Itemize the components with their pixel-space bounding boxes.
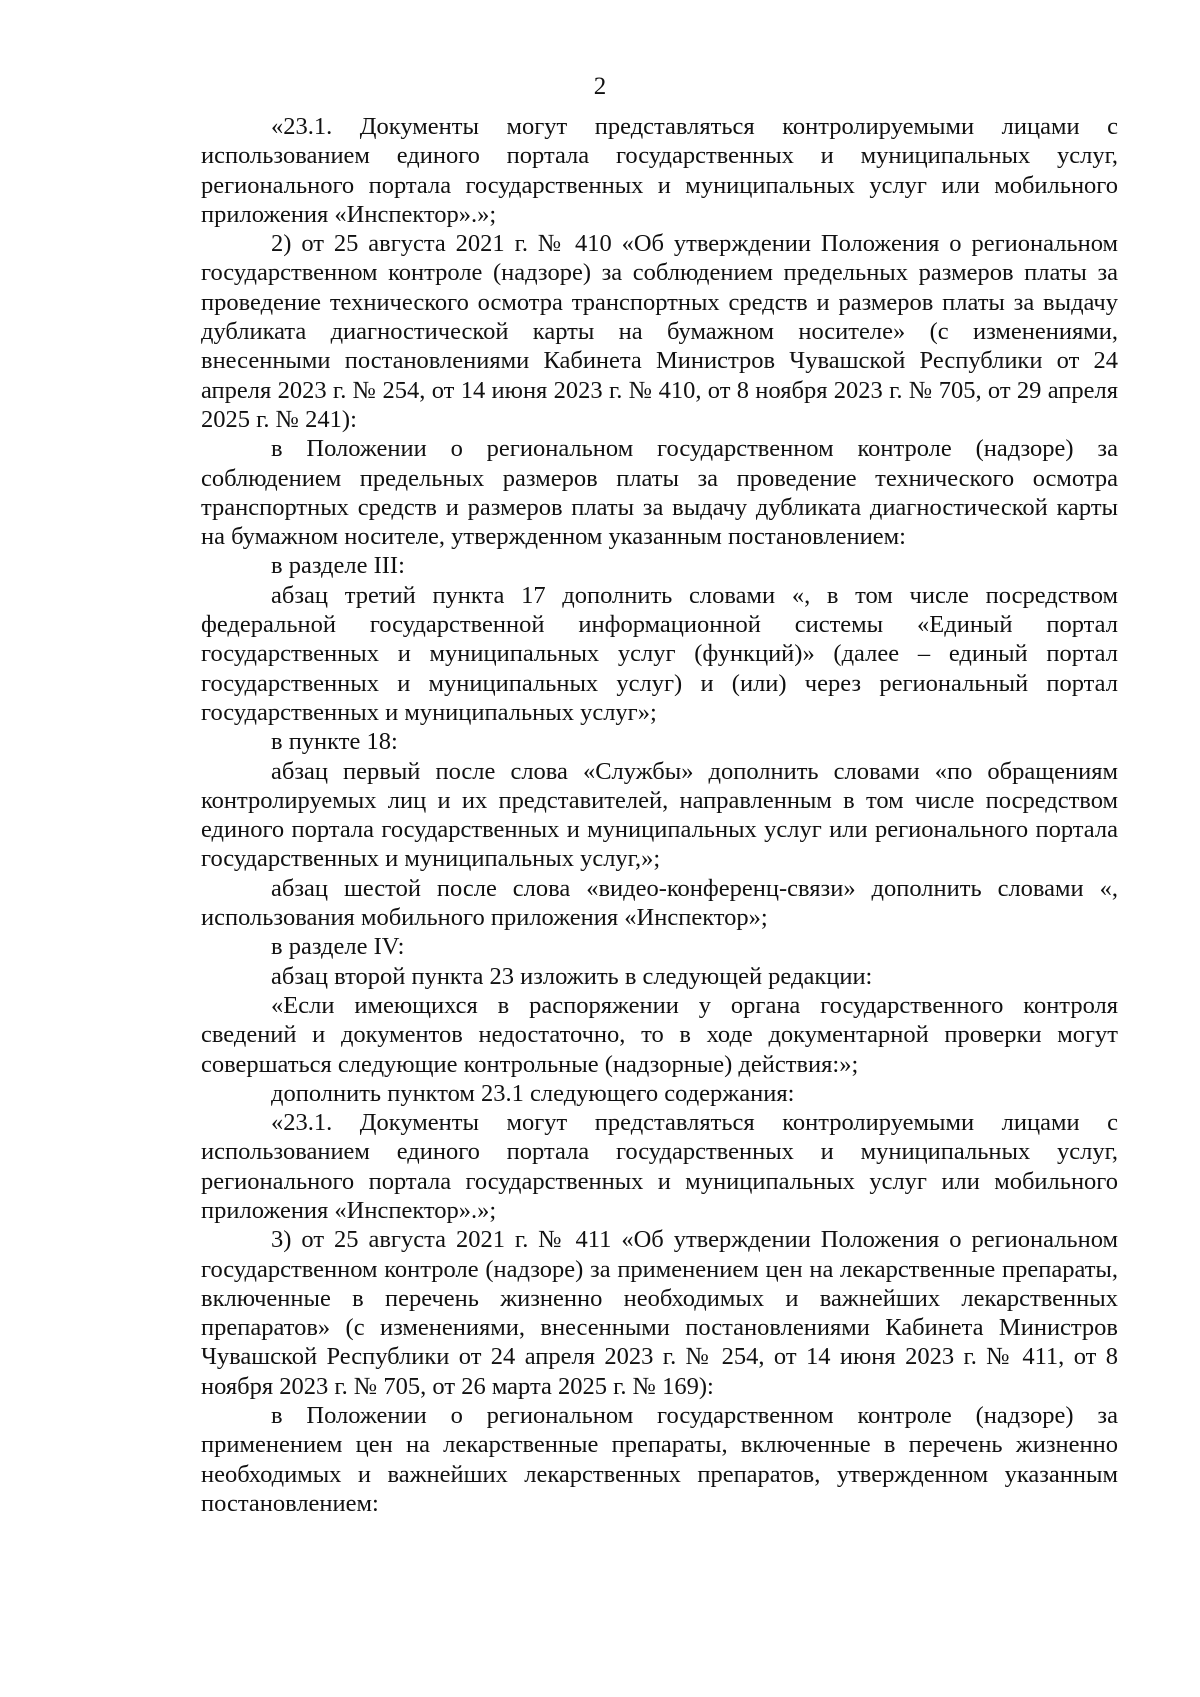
paragraph: дополнить пунктом 23.1 следующего содержания: [271, 1079, 795, 1107]
paragraph: 3) от 25 августа 2021 г. № 411 «Об утверждении Положения о региональном государственном контроле (надзоре) за применением цен на лекарственные препараты, включенные в перечень жизненно необходимых и важнейших лекарственных препаратов» (с изменениями, внесенными постановлениями Кабинета Министров Чувашской Республики от 24 апреля 2023 г. № 254, от 14 июня 2023 г. № 411, от 8 ноября 2023 г. № 705, от 26 марта 2025 г. № 169): [201, 1226, 1118, 1400]
paragraph: абзац второй пункта 23 изложить в следующей редакции: [271, 962, 873, 990]
page-number: 2 [593, 73, 607, 100]
paragraph: в пункте 18: [271, 728, 398, 756]
paragraph: 2) от 25 августа 2021 г. № 410 «Об утверждении Положения о региональном государственном контроле (надзоре) за соблюдением предельных размеров платы за проведение технического осмотра транспортных средств и размеров платы за выдачу дубликата диагностической карты на бумажном носителе» (с изменениями, внесенными постановлениями Кабинета Министров Чувашской Республики от 24 апреля 2023 г. № 254, от 14 июня 2023 г. № 410, от 8 ноября 2023 г. № 705, от 29 апреля 2025 г. № 241): [201, 230, 1118, 433]
paragraph: в разделе III: [271, 552, 405, 580]
paragraph: абзац третий пункта 17 дополнить словами «, в том числе посредством федеральной государственной информационной системы «Единый портал государственных и муниципальных услуг (функций)» (далее – единый портал государственных и муниципальных услуг) и (или) через региональный портал государственных и муниципальных услуг»; [201, 581, 1118, 726]
paragraph: абзац первый после слова «Службы» дополнить словами «по обращениям контролируемых лиц и их представителей, направленным в том числе посредством единого портала государственных и муниципальных услуг или регионального портала государственных и муниципальных услуг,»; [201, 757, 1118, 873]
paragraph: «23.1. Документы могут представляться контролируемыми лицами с использованием единого портала государственных и муниципальных услуг, регионального портала государственных и муниципальных услуг или мобильного приложения «Инспектор».»; [201, 1109, 1118, 1224]
paragraph: «Если имеющихся в распоряжении у органа государственного контроля сведений и документов недостаточно, то в ходе документарной проверки могут совершаться следующие контрольные (надзорные) действия:»; [201, 991, 1118, 1078]
paragraph: в Положении о региональном государственном контроле (надзоре) за соблюдением предельных размеров платы за проведение технического осмотра транспортных средств и размеров платы за выдачу дубликата диагностической карты на бумажном носителе, утвержденном указанным постановлением: [201, 435, 1118, 551]
paragraph: в разделе IV: [271, 933, 405, 961]
paragraph: «23.1. Документы могут представляться контролируемыми лицами с использованием единого портала государственных и муниципальных услуг, регионального портала государственных и муниципальных услуг или мобильного приложения «Инспектор».»; [201, 113, 1118, 228]
document-body [201, 112, 1118, 1518]
paragraph: в Положении о региональном государственном контроле (надзоре) за применением цен на лекарственные препараты, включенные в перечень жизненно необходимых и важнейших лекарственных препаратов, утвержденном указанным постановлением: [201, 1402, 1118, 1517]
paragraph: абзац шестой после слова «видео-конференц-связи» дополнить словами «, использования мобильного приложения «Инспектор»; [201, 874, 1118, 932]
